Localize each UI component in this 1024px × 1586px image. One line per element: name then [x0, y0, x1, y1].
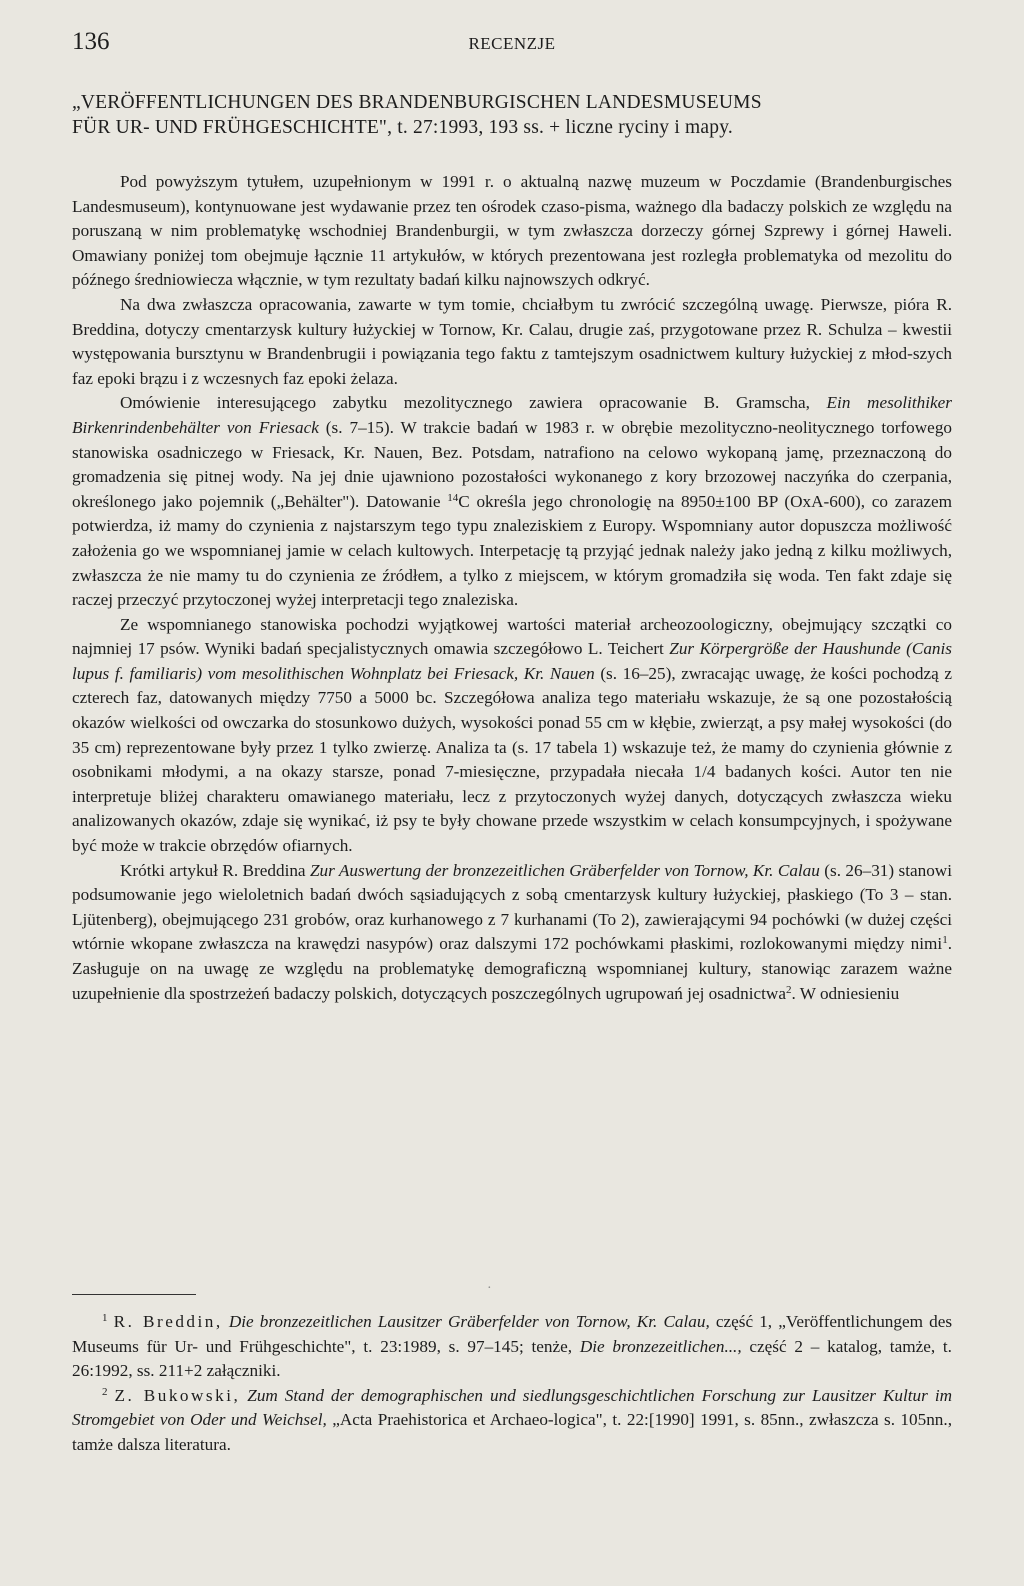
paragraph-4: [72, 613, 952, 859]
paragraph-5-text-b: (s. 26–31) stanowi podsumowanie jego wieloletnich badań dwóch sąsiadujących z sobą cmentarzysk kultury łużyckiej, płaskiego (To 3 – stan. Ljütenberg), obejmującego 231 grobów, oraz kurhanowego z 7 kurhanami (To 2), zawierającymi 94 pochówki (w dużej części wtórnie wkopane zwłaszcza na krawędzi nasypów) oraz dalszymi 172 pochówkami płaskimi, rozlokowanymi między nimi: [72, 860, 952, 954]
review-title-line-1: „VERÖFFENTLICHUNGEN DES BRANDENBURGISCHEN LANDESMUSEUMS: [72, 92, 762, 113]
paragraph-5-text-c: . Zasługuje on na uwagę ze względu na problematykę demograficzną wspomnianej kultury, stanowiąc zarazem ważne uzupełnienie dla spostrzeżeń badaczy polskich, dotyczących poszczególnych ugrupowań jej osadnictwa: [72, 934, 952, 1003]
paragraph-3-italic-title: Ein mesolithiker Birkenrindenbehälter von Friesack: [72, 393, 952, 437]
paragraph-5-text-d: . W odniesieniu: [791, 983, 900, 1003]
footnote-2: [72, 1384, 952, 1458]
running-title: RECENZJE: [468, 34, 556, 53]
paragraph-3: [72, 391, 952, 612]
review-body: [72, 170, 952, 1006]
footnote-ref-2: 2: [785, 983, 792, 996]
scan-speck: ·: [487, 1281, 492, 1296]
paragraph-4-text-b: (s. 16–25), zwracając uwagę, że kości pochodzą z czterech faz, datowanych między 7750 a 5000 bc. Szczegółowa analiza tego materiału wskazuje, że są one pozostałością okazów wielkości od owczarka do stosunkowo dużych, wysokości ponad 55 cm w kłębie, zwierząt, a psy małej wysokości (do 35 cm) reprezentowane były przez 1 tylko zwierzę. Analiza ta (s. 17 tabela 1) wskazuje też, że mamy do czynienia głównie z osobnikami młodymi, a na okazy starsze, ponad 7-miesięczne, przypadała niecała 1/4 badanych kości. Autor ten nie interpretuje bliżej charakteru omawianego materiału, lecz z przytoczonych wyżej danych, dotyczących zwłaszcza wieku analizowanych okazów, zdaje się wynikać, iż psy te były chowane przede wszystkim w celach konsumpcyjnych, i spożywane być może w trakcie obrzędów ofiarnych.: [72, 663, 952, 856]
footnote-1-number: 1: [102, 1312, 108, 1324]
review-title: [72, 90, 952, 140]
page-header: [72, 28, 952, 60]
paragraph-4-text-a: Ze wspomnianego stanowiska pochodzi wyjątkowej wartości materiał archeozoologiczny, obejmujący szczątki co najmniej 17 psów. Wyniki badań specjalistycznych omawia szczegółowo L. Teichert: [72, 614, 952, 659]
footnote-2-text-b: „Acta Praehistorica et Archaeo-logica", t. 22:[1990] 1991, s. 85nn., zwłaszcza s. 105nn., tamże dalsza literatura.: [72, 1410, 952, 1454]
paragraph-5: [72, 859, 952, 1007]
footnotes: [72, 1310, 952, 1458]
footnote-1-italic-title-2: Die bronzezeitlichen...,: [579, 1336, 742, 1356]
paragraph-3-text-c: C określa jego chronologię na 8950±100 BP (OxA-600), co zarazem potwierdza, iż mamy do czynienia z najstarszym tego typu znaleziskiem z Europy. Wspomniany autor dopuszcza możliwość założenia go we wspomnianej jamie w celach kultowych. Interpetację tą przyjąć jednak należy jako jedną z kilku możliwych, zwłaszcza że nie mamy tu do czynienia ze źródłem, a tylko z miejscem, w którym gromadziła się woda. Ten fakt zdaje się raczej przeczyć przytoczonej wyżej interpretacji tego znaleziska.: [72, 491, 952, 610]
footnote-2-italic-title: Zum Stand der demographischen und siedlungsgeschichtlichen Forschung zur Lausitzer Kultur im Stromgebiet von Oder und Weichsel,: [72, 1385, 953, 1430]
page-number: 136: [72, 28, 110, 55]
review-title-line-2: FÜR UR- UND FRÜHGESCHICHTE", t. 27:1993, 193 ss. + liczne ryciny i mapy.: [72, 117, 733, 138]
paragraph-3-text-b: (s. 7–15). W trakcie badań w 1983 r. w obrębie mezolityczno-neolitycznego torfowego stanowiska osadniczego w Friesack, Kr. Nauen, Bez. Potsdam, natrafiono na celowo wykopaną jamę, przeznaczoną do gromadzenia się pitnej wody. Na jej dnie ujawniono pozostałości wykonanego z kory brzozowej naczyńka do czerpania, określonego jako pojemnik („Behälter"). Datowanie: [72, 417, 953, 511]
paragraph-2: Na dwa zwłaszcza opracowania, zawarte w tym tomie, chciałbym tu zwrócić szczególną uwagę. Pierwsze, pióra R. Breddina, dotyczy cmentarzysk kultury łużyckiej w Tornow, Kr. Calau, drugie zaś, przygotowane przez R. Schulza – kwestii występowania bursztynu w Brandenbrugii i powiązania tego faktu z tamtejszym osadnictwem kultury łużyckiej z młod-szych faz epoki brązu i z wczesnych faz epoki żelaza.: [72, 294, 952, 388]
paragraph-1: Pod powyższym tytułem, uzupełnionym w 1991 r. o aktualną nazwę muzeum w Poczdamie (Brandenburgisches Landesmuseum), kontynuowane jest wydawanie przez ten ośrodek czaso-pisma, ważnego dla badaczy polskich ze względu na poruszaną w nim problematykę wschodniej Brandenburgii, w tym zwłaszcza dorzeczy górnej Szprewy i górnej Haweli. Omawiany poniżej tom obejmuje łącznie 11 artykułów, w których prezentowana jest rozległa problematyka od mezolitu do późnego średniowiecza włącznie, w tym rezultaty badań kilku najnowszych odkryć.: [72, 172, 952, 290]
footnote-ref-1: 1: [942, 934, 948, 947]
paragraph-5-text-a: Krótki artykuł R. Breddina: [120, 860, 310, 880]
footnote-2-author: Z. Bukowski,: [114, 1385, 241, 1405]
paragraph-5-italic-title: Zur Auswertung der bronzezeitlichen Gräberfelder von Tornow, Kr. Calau: [309, 860, 820, 880]
paragraph-3-superscript: 14: [447, 491, 459, 504]
footnote-1: [72, 1310, 952, 1384]
footnote-1-text-b: część 1, „Veröffentlichungem des Museums für Ur- und Frühgeschichte", t. 23:1989, s. 97–145; tenże,: [72, 1312, 953, 1356]
footnote-1-author: R. Breddin,: [113, 1312, 223, 1331]
paragraph-3-text-a: Omówienie interesującego zabytku mezolitycznego zawiera opracowanie B. Gramscha,: [120, 393, 827, 413]
footnote-1-italic-title: Die bronzezeitlichen Lausitzer Gräberfelder von Tornow, Kr. Calau,: [228, 1312, 710, 1331]
footnote-separator: [72, 1294, 196, 1295]
footnote-1-text-c: część 2 – katalog, tamże, t. 26:1992, ss. 211+2 załączniki.: [72, 1336, 952, 1381]
paragraph-4-italic-title: Zur Körpergröße der Haushunde (Canis lupus f. familiaris) vom mesolithischen Wohnplatz bei Friesack, Kr. Nauen: [72, 639, 952, 683]
footnote-2-number: 2: [102, 1385, 108, 1398]
